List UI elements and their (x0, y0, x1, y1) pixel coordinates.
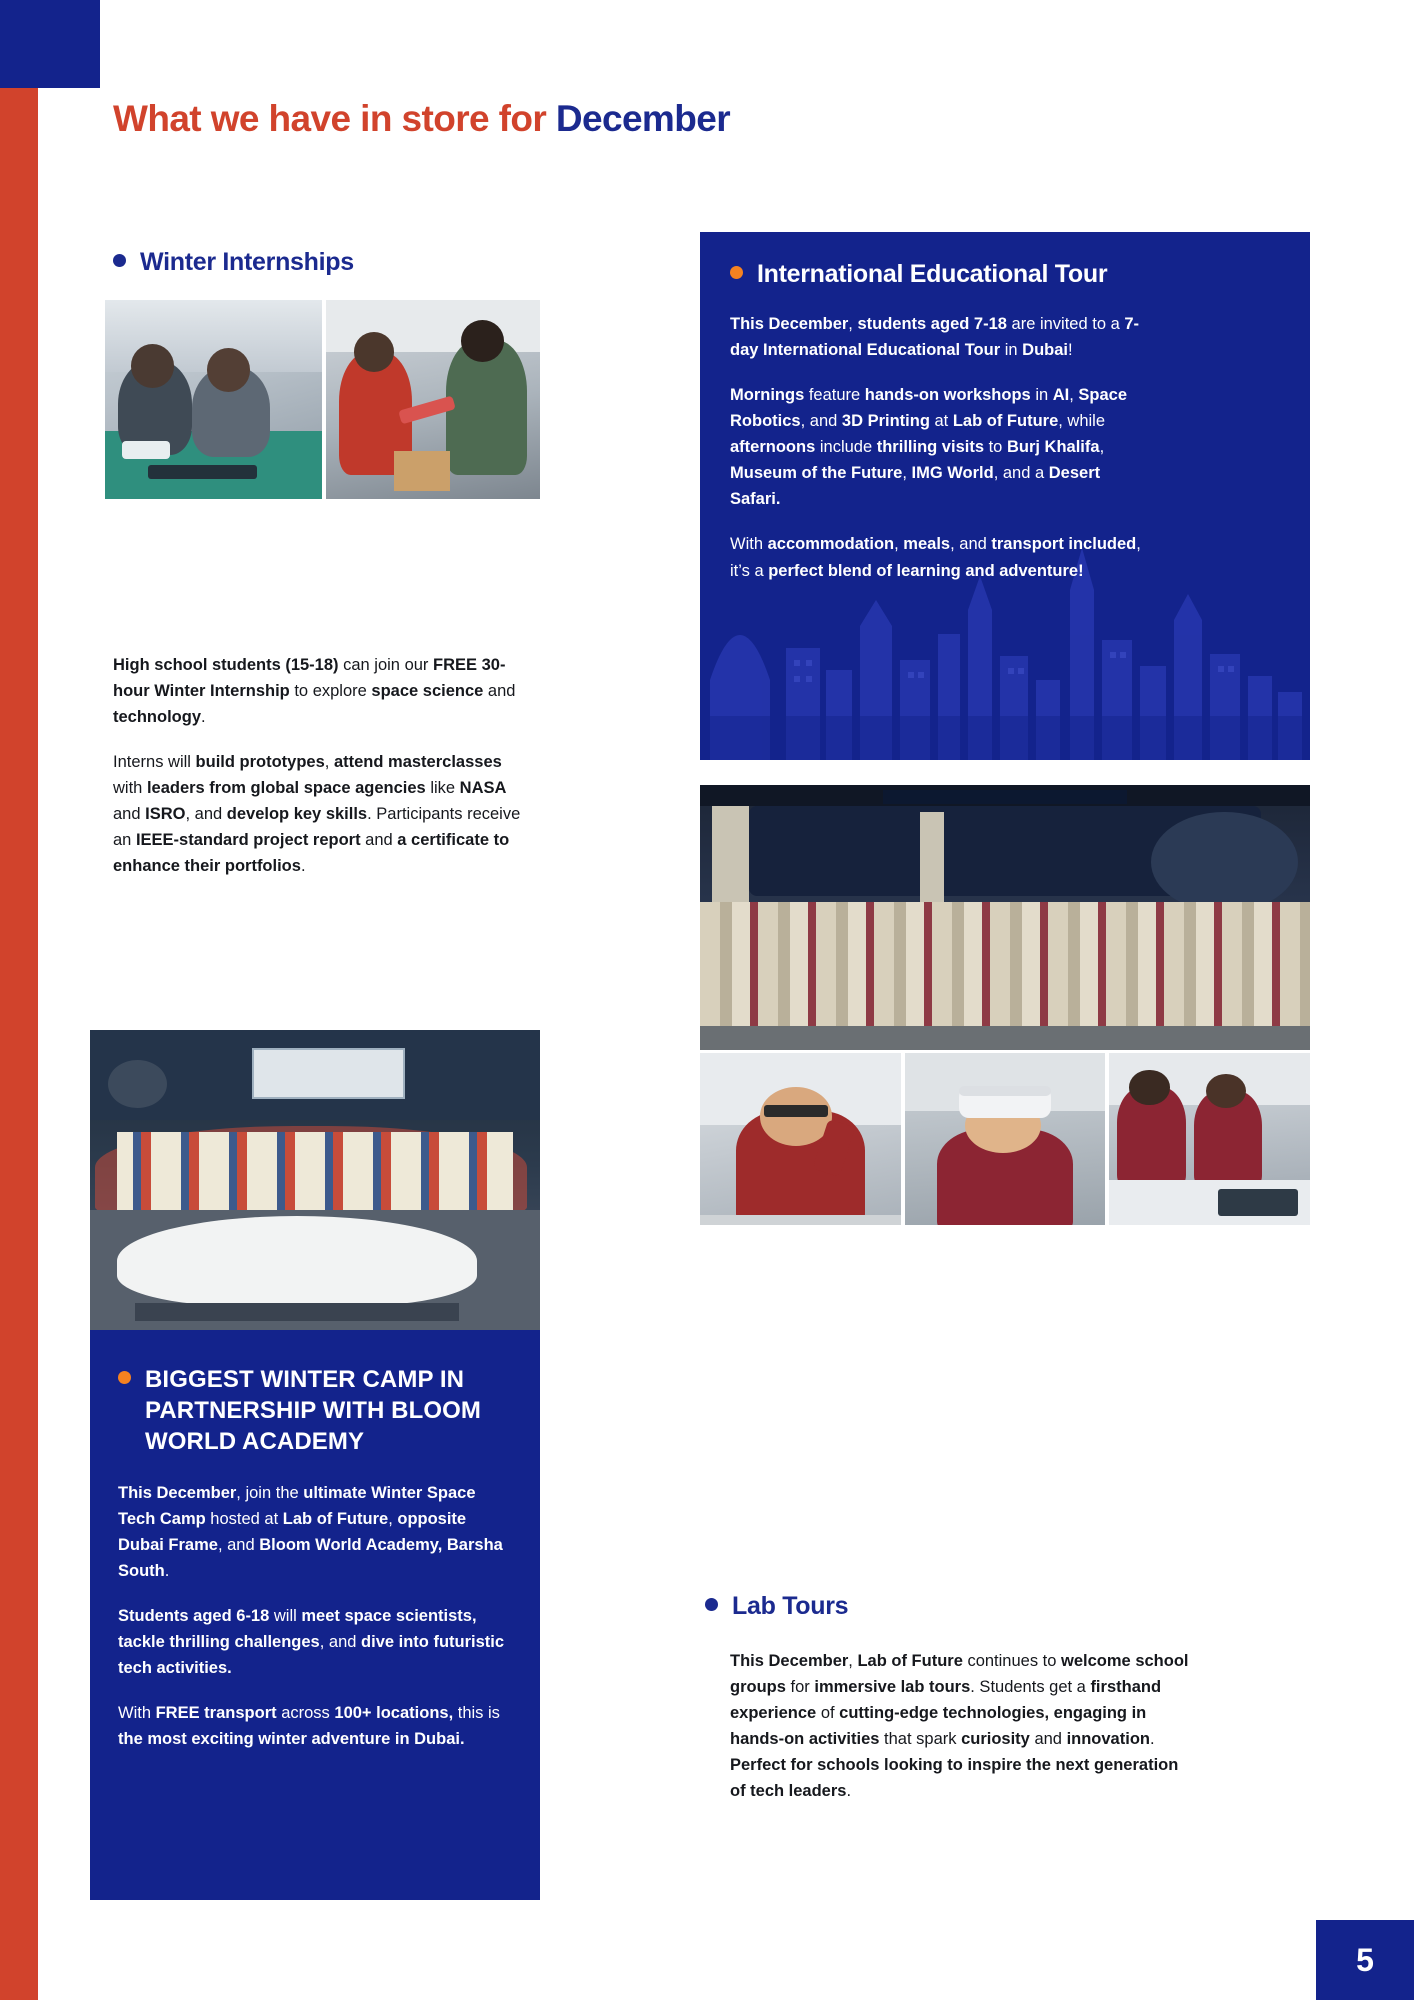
international-tour-panel (700, 232, 1310, 760)
paragraph: High school students (15-18) can join our FREE 30-hour Winter Internship to explore space science and technology. (113, 656, 516, 727)
bullet-dot-icon (118, 1371, 131, 1384)
section-heading-international-tour (730, 260, 1280, 289)
page-number-value: 5 (1356, 1941, 1374, 1978)
section-title: Lab Tours (732, 1592, 849, 1620)
bullet-dot-icon (113, 254, 126, 267)
bullet-dot-icon (730, 266, 743, 279)
photo-internship-lab (105, 300, 322, 499)
lab-tours-body (730, 1648, 1190, 1804)
paragraph: With FREE transport across 100+ locations, this is the most exciting winter adventure in Dubai. (118, 1704, 500, 1749)
international-tour-body (730, 311, 1148, 584)
section-heading-winter-internships (113, 248, 354, 277)
photo-kid-cheering (700, 1053, 901, 1225)
activity-photo-row (700, 1053, 1310, 1225)
internship-photo-row (105, 300, 540, 499)
photo-certificate-group (90, 1030, 540, 1330)
paragraph: Students aged 6-18 will meet space scientists, tackle thrilling challenges, and dive into futuristic tech activities. (118, 1606, 505, 1677)
section-title: International Educational Tour (757, 260, 1108, 288)
paragraph: This December, Lab of Future continues to welcome school groups for immersive lab tours. Students get a firsthand experience of cutting-edge technologies, engaging in hands-on activities that spark curiosity and innovation. Perfect for schools looking to inspire the next generation of tech leaders. (730, 1652, 1189, 1801)
winter-camp-body (118, 1480, 512, 1753)
photo-kids-robotics (1109, 1053, 1310, 1225)
paragraph: Mornings feature hands-on workshops in AI, Space Robotics, and 3D Printing at Lab of Future, while afternoons include thrilling visits to Burj Khalifa, Museum of the Future, IMG World, and a Desert Safari. (730, 386, 1128, 509)
bullet-dot-icon (705, 1598, 718, 1611)
photo-internship-workshop (326, 300, 540, 499)
paragraph: This December, join the ultimate Winter Space Tech Camp hosted at Lab of Future, opposite Dubai Frame, and Bloom World Academy, Barsha South. (118, 1483, 503, 1580)
photo-school-group (700, 785, 1310, 1050)
photo-kid-vr (905, 1053, 1106, 1225)
page-title-part-two: December (555, 98, 731, 139)
corner-accent-block (0, 0, 100, 88)
section-title: Winter Internships (140, 248, 354, 276)
paragraph: With accommodation, meals, and transport included, it’s a perfect blend of learning and adventure! (730, 535, 1141, 580)
paragraph: This December, students aged 7-18 are invited to a 7-day International Educational Tour in Dubai! (730, 315, 1140, 360)
page-title (113, 98, 1293, 141)
page-title-part-one: What we have in store for (113, 98, 556, 139)
section-title: BIGGEST WINTER CAMP IN PARTNERSHIP WITH BLOOM WORLD ACADEMY (145, 1366, 481, 1456)
winter-camp-panel (90, 1330, 540, 1900)
section-heading-winter-camp (118, 1364, 512, 1458)
left-edge-accent-bar (0, 88, 38, 2000)
winter-internships-body (113, 652, 531, 880)
page-number-badge (1316, 1920, 1414, 2000)
section-heading-lab-tours (705, 1592, 848, 1621)
paragraph: Interns will build prototypes, attend masterclasses with leaders from global space agencies like NASA and ISRO, and develop key skills. Participants receive an IEEE-standard project report and a certificate to enhance their portfolios. (113, 753, 521, 876)
